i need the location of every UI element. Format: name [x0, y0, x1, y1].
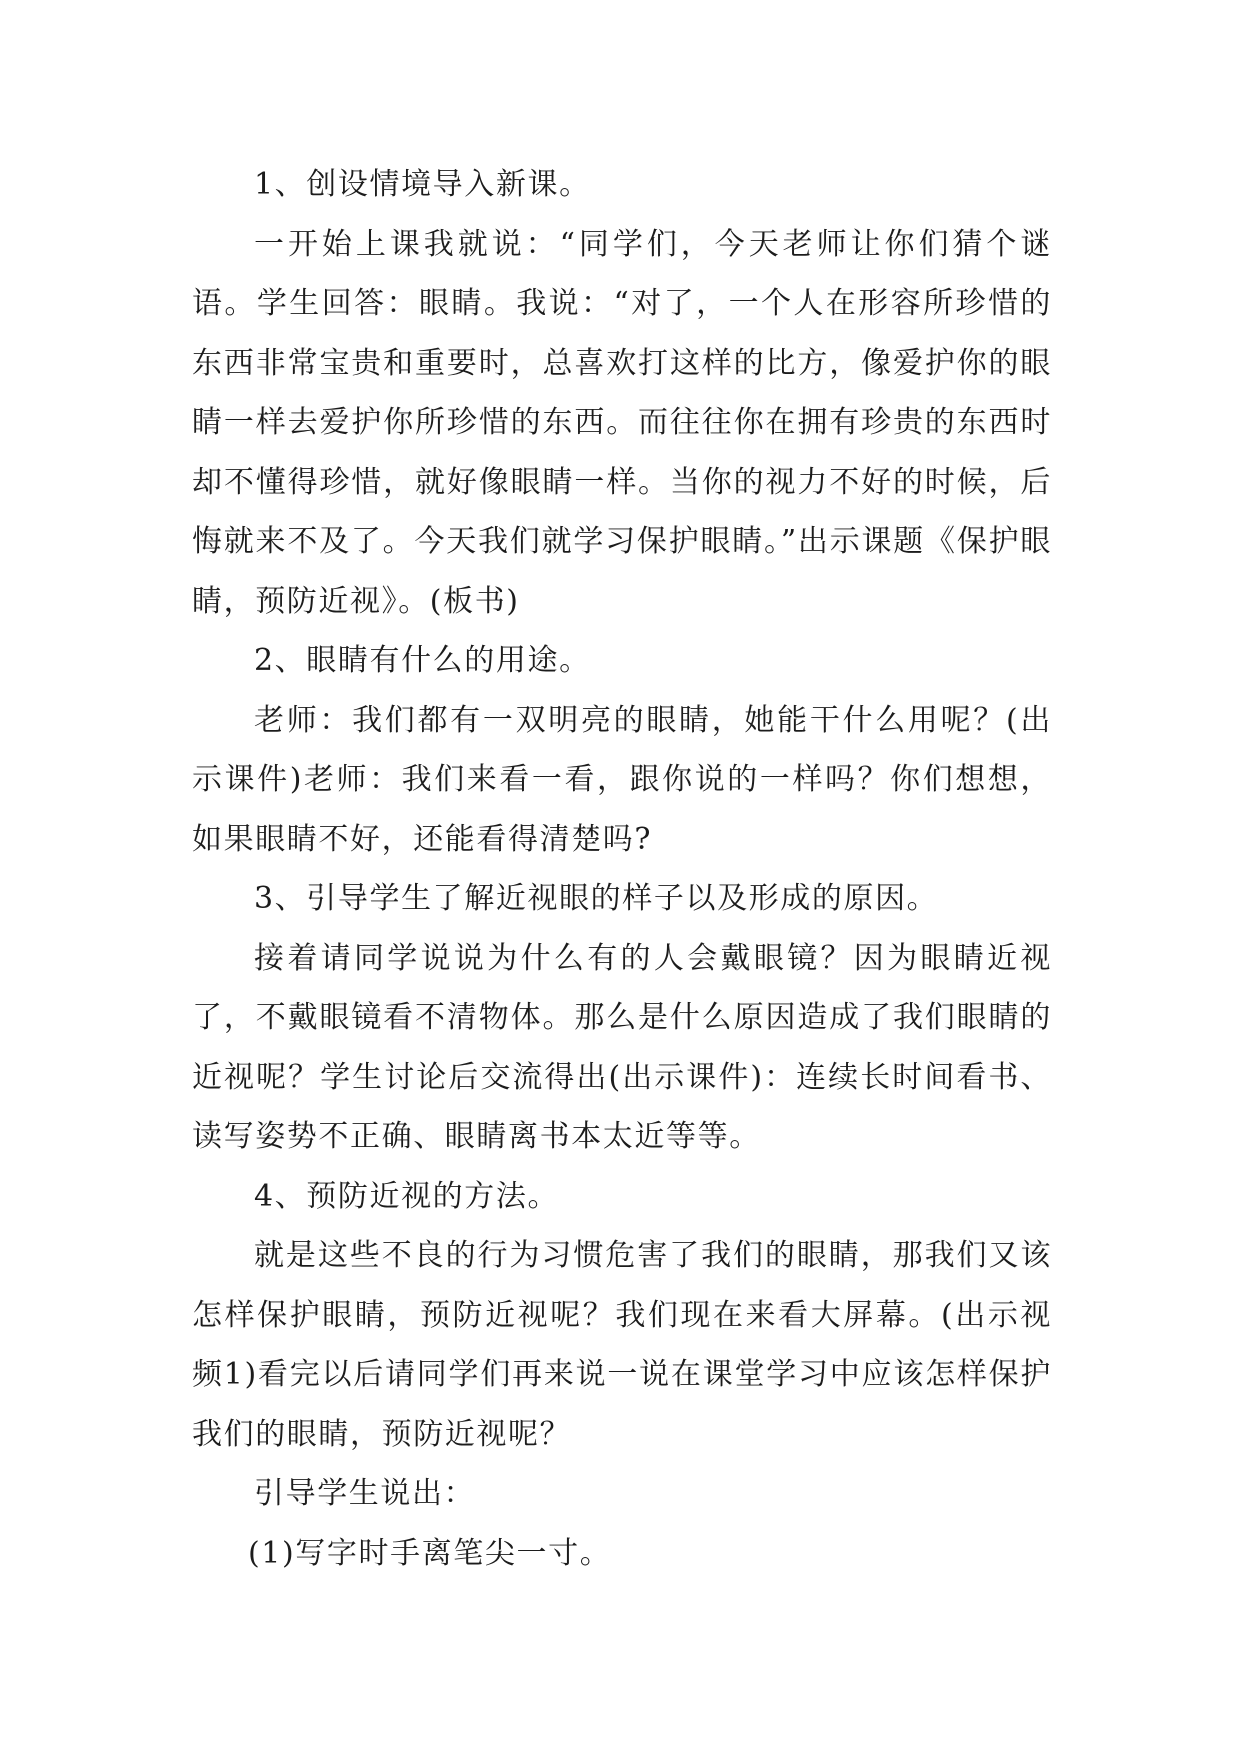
body-paragraph-3: 接着请同学说说为什么有的人会戴眼镜？因为眼睛近视了，不戴眼镜看不清物体。那么是什么原因造成了我们眼睛的近视呢？学生讨论后交流得出(出示课件)：连续长时间看书、读写姿势不正确、眼睛离书本太近等等。 [192, 940, 1052, 1154]
list-item-1: (1)写字时手离笔尖一寸。 [248, 1535, 612, 1571]
section-heading-3: 3、引导学生了解近视眼的样子以及形成的原因。 [254, 881, 939, 916]
body-paragraph-5: 引导学生说出： [254, 1476, 476, 1511]
section-heading-1: 1、创设情境导入新课。 [254, 167, 591, 202]
body-paragraph-4: 就是这些不良的行为习惯危害了我们的眼睛，那我们又该怎样保护眼睛，预防近视呢？我们现在来看大屏幕。(出示视频1)看完以后请同学们再来说一说在课堂学习中应该怎样保护我们的眼睛，预防近视呢？ [192, 1238, 1052, 1452]
section-heading-4: 4、预防近视的方法。 [254, 1178, 560, 1214]
body-paragraph-1: 一开始上课我就说：“同学们，今天老师让你们猜个谜语。学生回答：眼睛。我说：“对了，一个人在形容所珍惜的东西非常宝贵和重要时，总喜欢打这样的比方，像爱护你的眼睛一样去爱护你所珍惜的东西。而往往你在拥有珍贵的东西时却不懂得珍惜，就好像眼睛一样。当你的视力不好的时候，后悔就来不及了。今天我们就学习保护眼睛。”出示课题《保护眼睛，预防近视》。(板书) [192, 226, 1052, 619]
document-body [192, 155, 1052, 1583]
section-heading-2: 2、眼睛有什么的用途。 [254, 643, 591, 678]
body-paragraph-2: 老师：我们都有一双明亮的眼睛，她能干什么用呢？(出示课件)老师：我们来看一看，跟你说的一样吗？你们想想，如果眼睛不好，还能看得清楚吗? [192, 702, 1052, 857]
